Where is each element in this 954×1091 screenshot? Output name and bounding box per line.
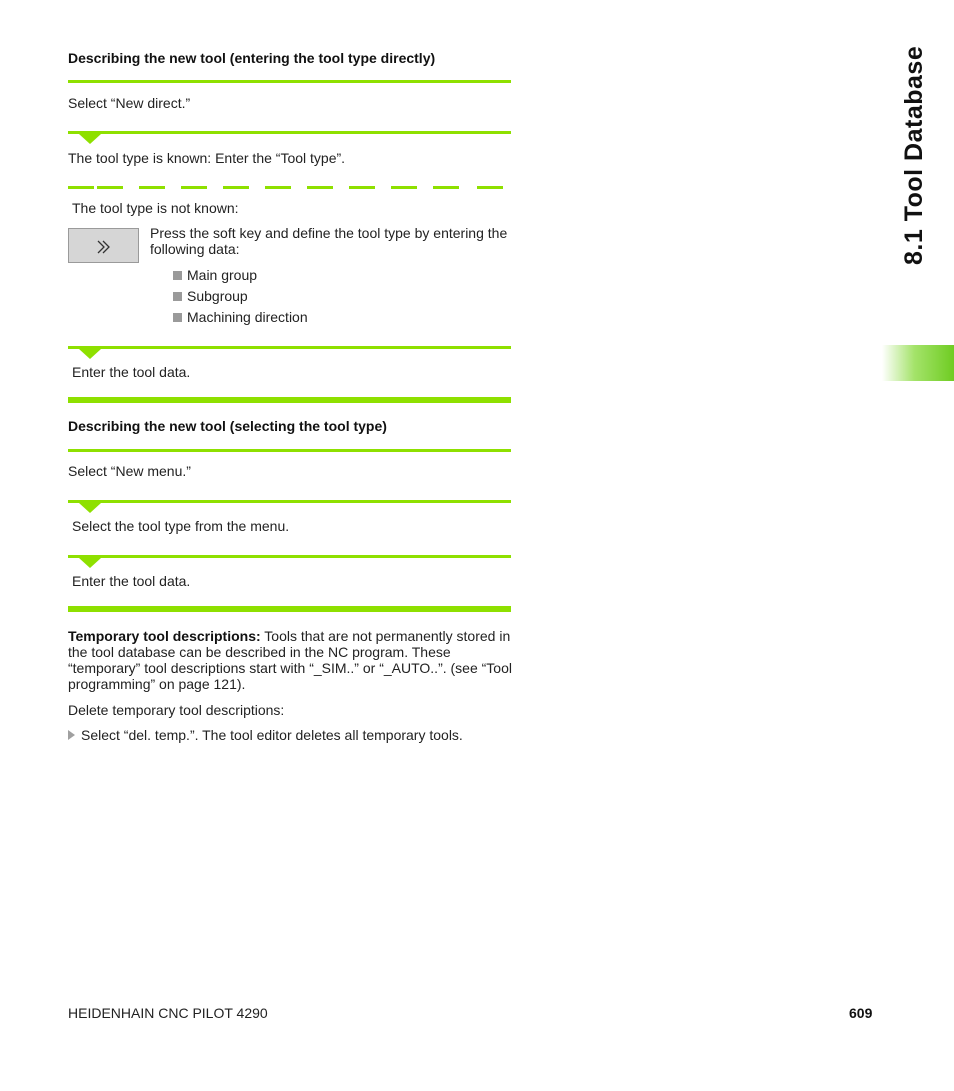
step-separator: [68, 500, 511, 503]
temporary-tools-text: Tools that are not permanently stored in the tool database can be described in the NC program. These “temporary” tool descriptions start with “_SIM..” or “_AUTO..”. (see “Tool programming” on page 121).: [68, 628, 512, 692]
list-item: [173, 288, 248, 304]
down-arrow-icon: [79, 558, 101, 568]
delete-temporary-intro: Delete temporary tool descriptions:: [68, 702, 285, 718]
step-select-new-menu: Select “New menu.”: [68, 463, 191, 479]
list-item-label: Main group: [187, 267, 258, 283]
list-item-label: Subgroup: [187, 288, 248, 304]
delete-temporary-step: [68, 727, 463, 743]
separator-bar: [68, 80, 511, 83]
step-select-from-menu: Select the tool type from the menu.: [72, 518, 290, 534]
page-number: 609: [849, 1005, 873, 1021]
step-enter-tool-data: Enter the tool data.: [72, 573, 191, 589]
square-bullet-icon: [173, 292, 182, 301]
section2-heading: Describing the new tool (selecting the tool type): [68, 418, 387, 434]
section-end-bar: [68, 606, 511, 612]
list-item-label: Machining direction: [187, 309, 308, 325]
softkey-description: Press the soft key and define the tool type by entering the following data:: [150, 225, 508, 257]
separator-bar: [68, 449, 511, 452]
step-tool-type-unknown: The tool type is not known:: [72, 200, 239, 216]
square-bullet-icon: [173, 313, 182, 322]
down-arrow-icon: [79, 349, 101, 359]
step-separator: [68, 346, 511, 349]
side-section-title: 8.1 Tool Database: [900, 45, 928, 265]
define-tool-type-softkey[interactable]: [68, 228, 139, 263]
delete-temporary-step-label: Select “del. temp.”. The tool editor deletes all temporary tools.: [81, 727, 463, 743]
step-select-new-direct: Select “New direct.”: [68, 95, 191, 111]
double-chevron-right-icon: [96, 239, 112, 255]
triangle-bullet-icon: [68, 730, 75, 740]
temporary-tools-paragraph: [68, 628, 512, 692]
temporary-tools-label: Temporary tool descriptions:: [68, 628, 261, 644]
section-tab-marker: [882, 345, 954, 381]
list-item: [173, 267, 257, 283]
footer-product-name: HEIDENHAIN CNC PILOT 4290: [68, 1005, 268, 1021]
section-end-bar: [68, 397, 511, 403]
step-separator: [68, 555, 511, 558]
step-separator: [68, 131, 511, 134]
section1-heading: Describing the new tool (entering the tool type directly): [68, 50, 436, 66]
down-arrow-icon: [79, 134, 101, 144]
list-item: [173, 309, 308, 325]
down-arrow-icon: [79, 503, 101, 513]
step-enter-tool-data: Enter the tool data.: [72, 364, 191, 380]
step-tool-type-known: The tool type is known: Enter the “Tool type”.: [68, 150, 346, 166]
square-bullet-icon: [173, 271, 182, 280]
